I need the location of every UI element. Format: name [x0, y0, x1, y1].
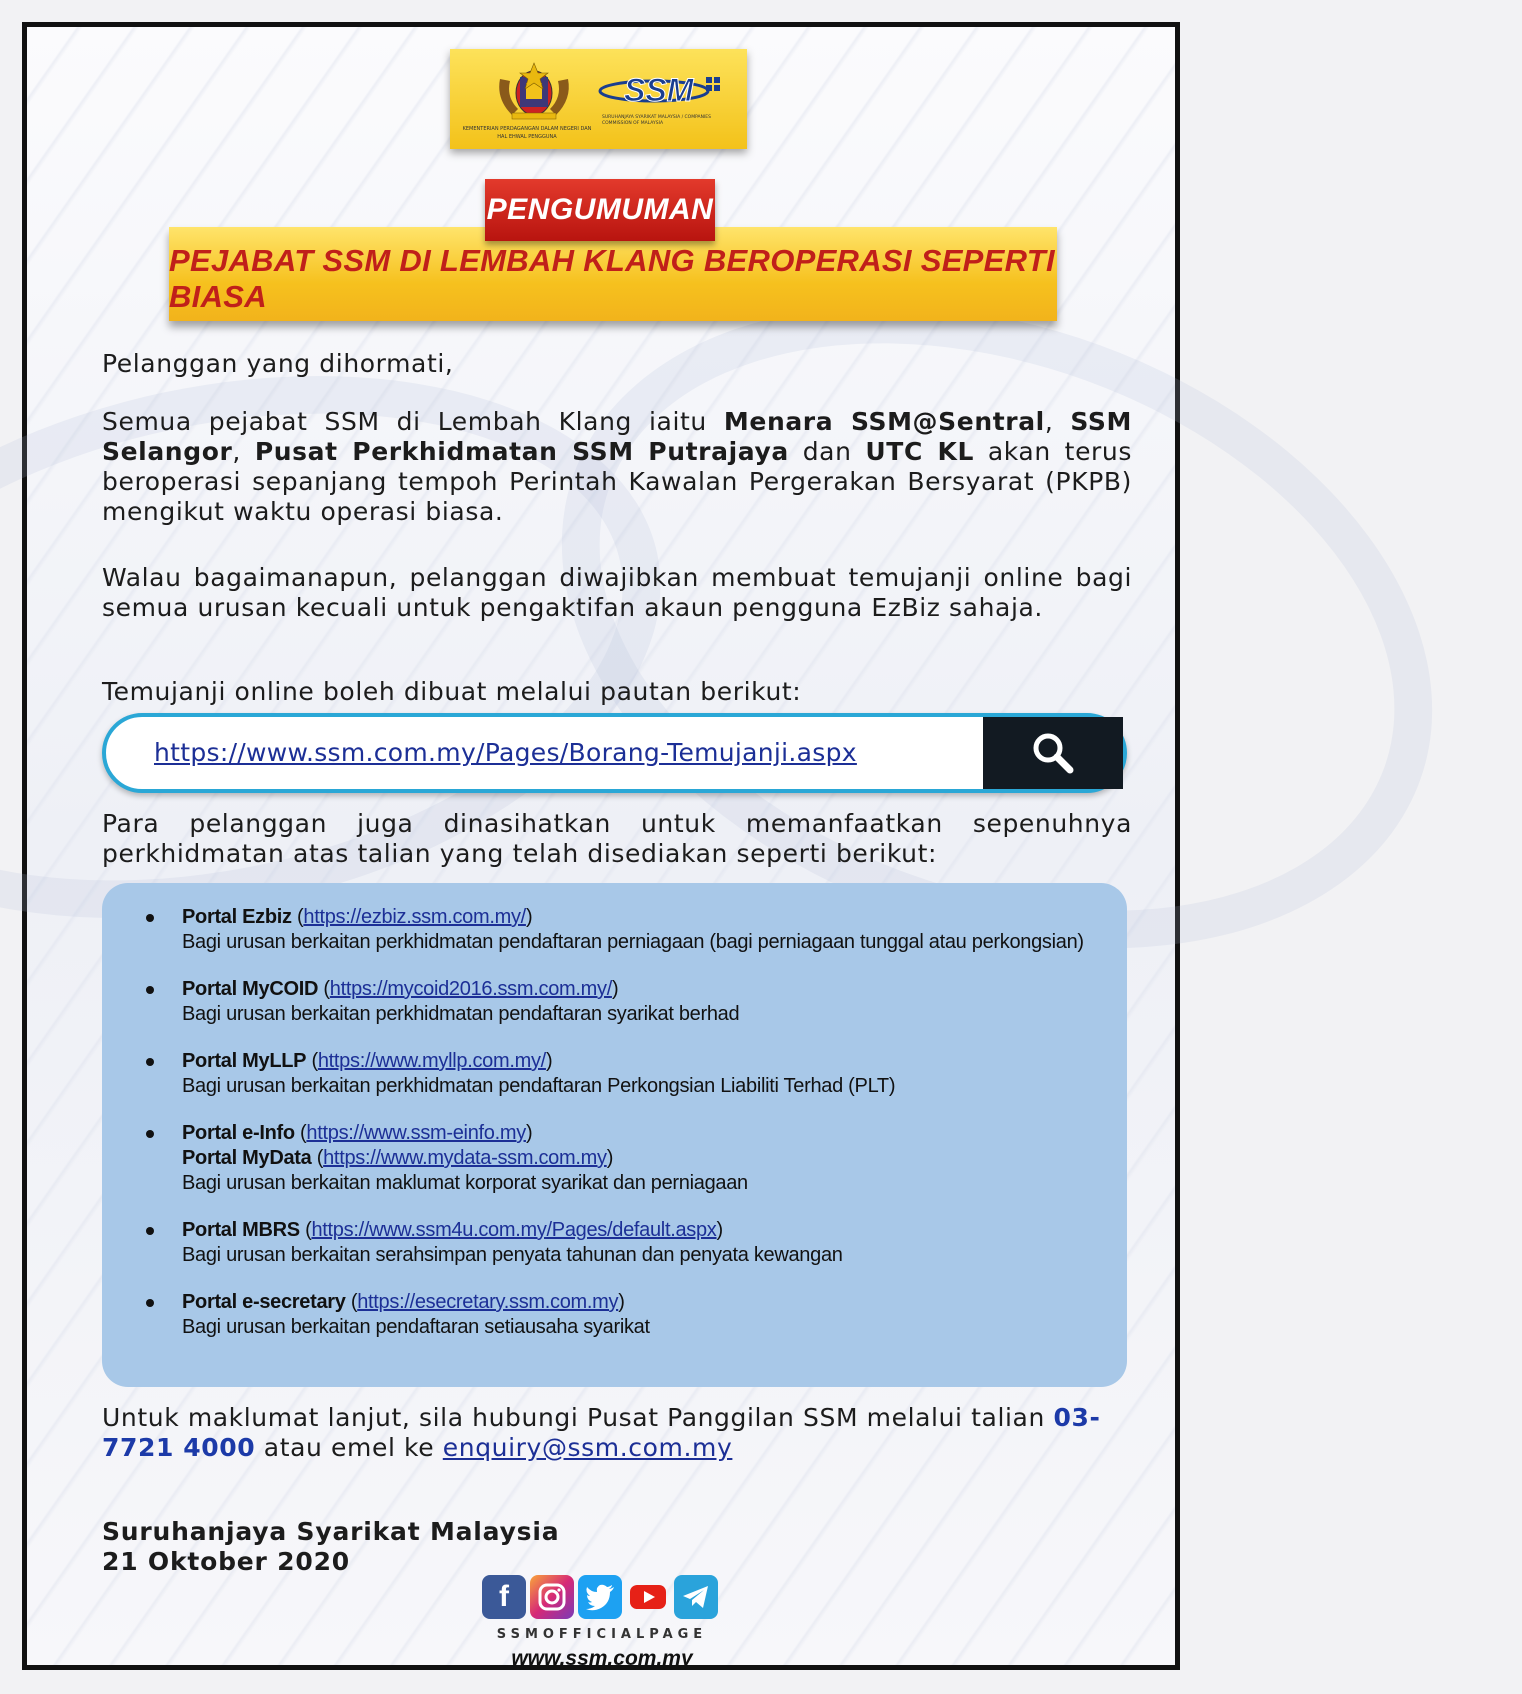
ssm-logo-text: SSM: [624, 72, 694, 108]
portal-name: Portal e-Info: [182, 1122, 295, 1144]
paragraph-link-intro: Temujanji online boleh dibuat melalui pautan berikut:: [102, 677, 802, 706]
portal-name: Portal Ezbiz: [182, 906, 292, 928]
signature-date: 21 Oktober 2020: [102, 1547, 350, 1576]
portal-desc: Bagi urusan berkaitan perkhidmatan pendaftaran Perkongsian Liabiliti Terhad (PLT): [182, 1075, 896, 1097]
portal-panel: [102, 883, 1127, 1387]
malaysia-crest-logo: [490, 59, 578, 121]
portal-item-myllp: Portal MyLLP (https://www.myllp.com.my/) Bagi urusan berkaitan perkhidmatan pendaftaran Perkongsian Liabiliti Terhad (PLT): [142, 1049, 1102, 1099]
portal-item-einfo: Portal e-Info (https://www.ssm-einfo.my) Portal MyData (https://www.mydata-ssm.com.my) Bagi urusan berkaitan maklumat korporat syarikat dan perniagaan: [142, 1121, 1102, 1196]
portal-desc: Bagi urusan berkaitan serahsimpan penyata tahunan dan penyata kewangan: [182, 1244, 843, 1266]
portal-name: Portal MBRS: [182, 1219, 300, 1241]
contact-email[interactable]: enquiry@ssm.com.my: [442, 1433, 733, 1462]
appointment-link[interactable]: https://www.ssm.com.my/Pages/Borang-Temujanji.aspx: [154, 738, 857, 767]
appointment-link-box[interactable]: [102, 713, 1127, 793]
signature-org: Suruhanjaya Syarikat Malaysia: [102, 1517, 560, 1546]
header-logo-box: [450, 49, 747, 149]
portal-link[interactable]: https://www.ssm4u.com.my/Pages/default.aspx: [311, 1219, 717, 1241]
portal-link[interactable]: https://www.ssm-einfo.my: [306, 1122, 526, 1144]
portal-item-esecretary: Portal e-secretary (https://esecretary.ssm.com.my) Bagi urusan berkaitan pendaftaran setiausaha syarikat: [142, 1290, 1102, 1340]
paragraph-online-services: Para pelanggan juga dinasihatkan untuk memanfaatkan sepenuhnya perkhidmatan atas talian yang telah disediakan seperti berikut:: [102, 809, 1132, 868]
search-button[interactable]: [983, 717, 1123, 789]
portal-name: Portal MyCOID: [182, 978, 319, 1000]
telegram-icon[interactable]: [674, 1575, 718, 1619]
social-handle: SSMOFFICIALPAGE: [496, 1627, 708, 1642]
portal-list: [142, 905, 1102, 1362]
search-icon: [1030, 730, 1076, 776]
poster-frame: [22, 22, 1180, 1670]
title-banner: PEJABAT SSM DI LEMBAH KLANG BEROPERASI SEPERTI BIASA: [169, 227, 1057, 321]
crest-caption: KEMENTERIAN PERDAGANGAN DALAM NEGERI DAN HAL EHWAL PENGGUNA: [462, 126, 592, 140]
portal-item-mycoid: Portal MyCOID (https://mycoid2016.ssm.com.my/) Bagi urusan berkaitan perkhidmatan pendaftaran syarikat berhad: [142, 977, 1102, 1027]
portal-desc: Bagi urusan berkaitan maklumat korporat syarikat dan perniagaan: [182, 1172, 748, 1194]
twitter-icon[interactable]: [578, 1575, 622, 1619]
instagram-icon[interactable]: [530, 1575, 574, 1619]
portal-desc: Bagi urusan berkaitan perkhidmatan pendaftaran syarikat berhad: [182, 1003, 740, 1025]
portal-item-ezbiz: Portal Ezbiz (https://ezbiz.ssm.com.my/) Bagi urusan berkaitan perkhidmatan pendaftaran perniagaan (bagi perniagaan tunggal atau perkongsian): [142, 905, 1102, 955]
contact-phone[interactable]: 03-7721 4000: [102, 1403, 1101, 1462]
paragraph-offices: Semua pejabat SSM di Lembah Klang iaitu Menara SSM@Sentral, SSM Selangor, Pusat Perkhidmatan SSM Putrajaya dan UTC KL akan terus beroperasi sepanjang tempoh Perintah Kawalan Pergerakan Bersyarat (PKPB) mengikut waktu operasi biasa.: [102, 407, 1132, 526]
portal-link[interactable]: https://esecretary.ssm.com.my: [357, 1291, 619, 1313]
portal-desc: Bagi urusan berkaitan pendaftaran setiausaha syarikat: [182, 1316, 650, 1338]
portal-item-mbrs: Portal MBRS (https://www.ssm4u.com.my/Pages/default.aspx) Bagi urusan berkaitan serahsimpan penyata tahunan dan penyata kewangan: [142, 1218, 1102, 1268]
ssm-caption: SURUHANJAYA SYARIKAT MALAYSIA / COMPANIES COMMISSION OF MALAYSIA: [602, 115, 712, 126]
portal-link[interactable]: https://mycoid2016.ssm.com.my/: [329, 978, 612, 1000]
portal-link[interactable]: https://ezbiz.ssm.com.my/: [303, 906, 526, 928]
paragraph-appointment: Walau bagaimanapun, pelanggan diwajibkan membuat temujanji online bagi semua urusan kecuali untuk pengaktifan akaun pengguna EzBiz sahaja.: [102, 563, 1132, 622]
portal-link[interactable]: https://www.myllp.com.my/: [317, 1050, 546, 1072]
signature: [102, 1517, 559, 1577]
website-url[interactable]: www.ssm.com.my: [511, 1647, 693, 1670]
portal-desc: Bagi urusan berkaitan perkhidmatan pendaftaran perniagaan (bagi perniagaan tunggal atau perkongsian): [182, 931, 1084, 953]
portal-name: Portal e-secretary: [182, 1291, 346, 1313]
social-icons: [470, 1575, 730, 1625]
facebook-icon[interactable]: f: [482, 1575, 526, 1619]
portal-name: Portal MyData: [182, 1147, 312, 1169]
portal-link[interactable]: https://www.mydata-ssm.com.my: [323, 1147, 607, 1169]
ssm-logo: [598, 63, 728, 115]
announcement-tag: PENGUMUMAN: [485, 179, 715, 241]
greeting: Pelanggan yang dihormati,: [102, 349, 454, 378]
portal-name: Portal MyLLP: [182, 1050, 307, 1072]
paragraph-contact: Untuk maklumat lanjut, sila hubungi Pusat Panggilan SSM melalui talian 03-7721 4000 atau emel ke enquiry@ssm.com.my: [102, 1403, 1101, 1462]
youtube-icon[interactable]: [626, 1575, 670, 1619]
